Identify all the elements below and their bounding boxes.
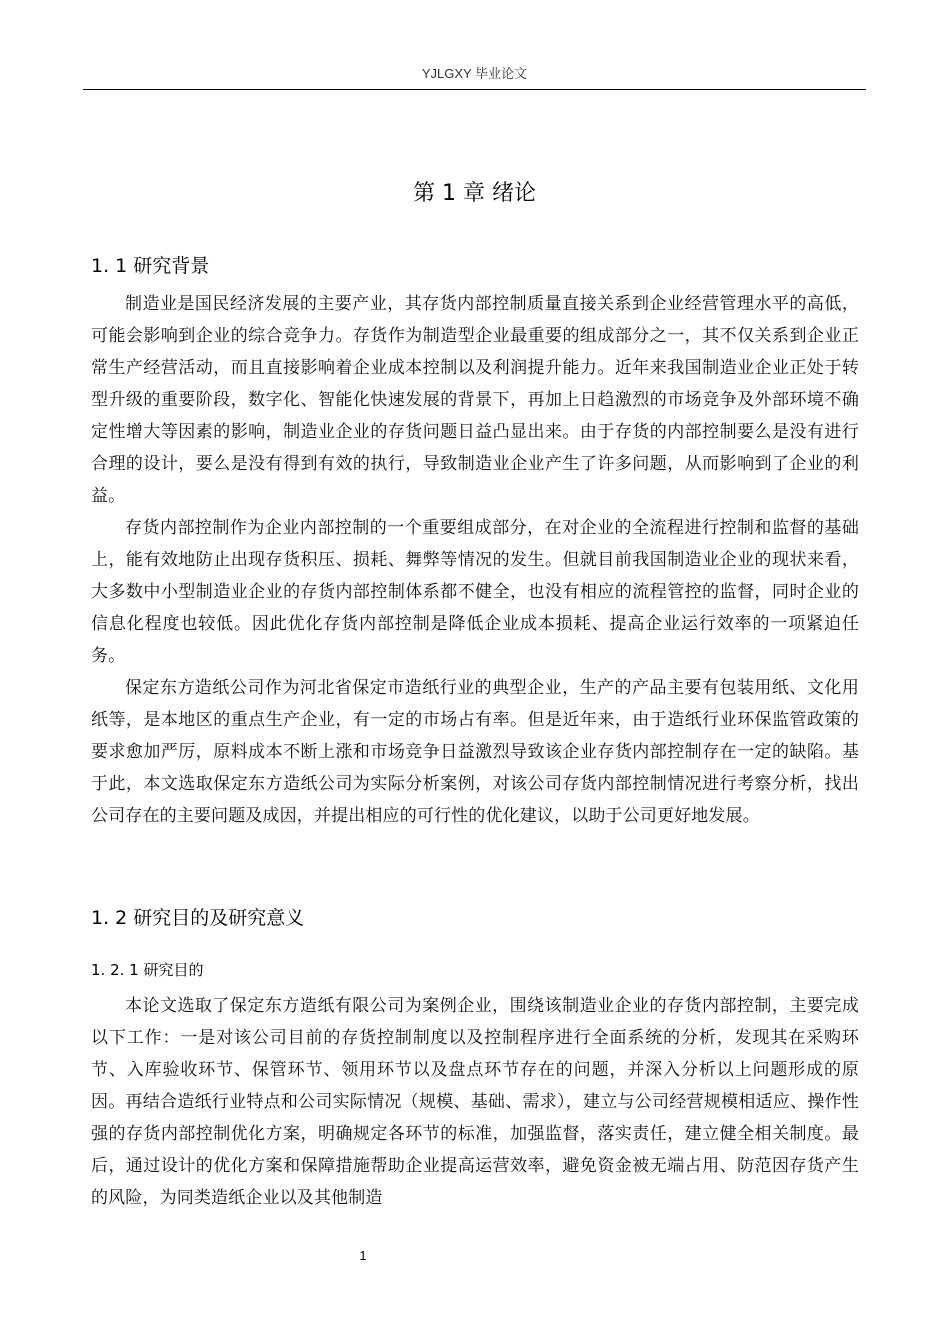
body-paragraph: 本论文选取了保定东方造纸有限公司为案例企业，围绕该制造业企业的存货内部控制，主要完成以下工作：一是对该公司目前的存货控制制度以及控制程序进行全面系统的分析，发现其在采购环节、入库验收环节、保管环节、领用环节以及盘点环节存在的问题，并深入分析以上问题形成的原因。再结合造纸行业特点和公司实际情况（规模、基础、需求），建立与公司经营规模相适应、操作性强的存货内部控制优化方案，明确规定各环节的标准，加强监督，落实责任，建立健全相关制度。最后，通过设计的优化方案和保障措施帮助企业提高运营效率，避免资金被无端占用、防范因存货产生的风险，为同类造纸企业以及其他制造 [91,996,859,1208]
subsection-title-1-2-1: 1. 2. 1 研究目的 [91,961,204,979]
header-divider [83,89,866,90]
section-title-1-2: 1. 2 研究目的及研究意义 [91,907,305,929]
running-header: YJLGXY 毕业论文 [421,66,528,81]
section-title-1-1: 1. 1 研究背景 [91,255,210,277]
body-paragraph: 制造业是国民经济发展的主要产业，其存货内部控制质量直接关系到企业经营管理水平的高低，可能会影响到企业的综合竞争力。存货作为制造型企业最重要的组成部分之一，其不仅关系到企业正常生产经营活动，而且直接影响着企业成本控制以及利润提升能力。近年来我国制造业企业正处于转型升级的重要阶段，数字化、智能化快速发展的背景下，再加上日趋激烈的市场竞争及外部环境不确定性增大等因素的影响，制造业企业的存货问题日益凸显出来。由于存货的内部控制要么是没有进行合理的设计，要么是没有得到有效的执行，导致制造业企业产生了许多问题，从而影响到了企业的利益。 [91,294,859,506]
body-paragraph: 保定东方造纸公司作为河北省保定市造纸行业的典型企业，生产的产品主要有包装用纸、文化用纸等，是本地区的重点生产企业，有一定的市场占有率。但是近年来，由于造纸行业环保监管政策的要求愈加严厉，原料成本不断上涨和市场竞争日益激烈导致该企业存货内部控制存在一定的缺陷。基于此，本文选取保定东方造纸公司为实际分析案例，对该公司存货内部控制情况进行考察分析，找出公司存在的主要问题及成因，并提出相应的可行性的优化建议，以助于公司更好地发展。 [91,678,859,826]
page-number: 1 [359,1248,367,1263]
body-paragraph: 存货内部控制作为企业内部控制的一个重要组成部分，在对企业的全流程进行控制和监督的基础上，能有效地防止出现存货积压、损耗、舞弊等情况的发生。但就目前我国制造业企业的现状来看，大多数中小型制造业企业的存货内部控制体系都不健全，也没有相应的流程管控的监督，同时企业的信息化程度也较低。因此优化存货内部控制是降低企业成本损耗、提高企业运行效率的一项紧迫任务。 [91,518,859,666]
chapter-title: 第 1 章 绪论 [413,181,536,206]
